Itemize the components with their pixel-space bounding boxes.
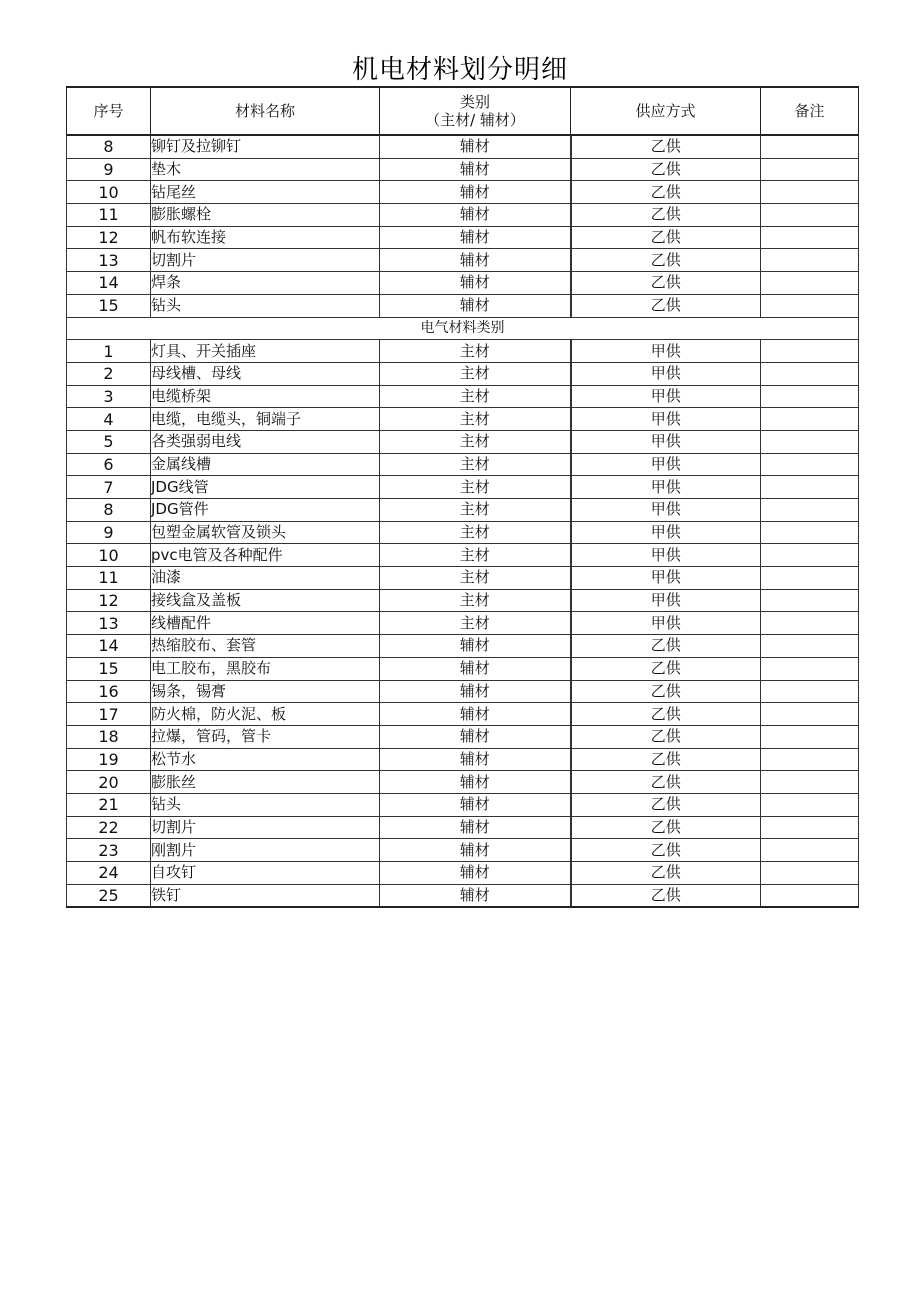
material-name: JDG管件 [151, 499, 380, 522]
material-name: 电缆，电缆头，铜端子 [151, 408, 380, 431]
material-name: 切割片 [151, 816, 380, 839]
header-type-line1: 类别 [459, 93, 490, 111]
supply-method: 乙供 [571, 294, 761, 317]
table-row [67, 884, 859, 907]
table-row [67, 680, 859, 703]
row-number: 13 [67, 612, 151, 635]
table-row [67, 272, 859, 295]
material-name: 线槽配件 [151, 612, 380, 635]
material-type: 辅材 [380, 725, 571, 748]
table-row [67, 816, 859, 839]
material-type: 主材 [380, 567, 571, 590]
supply-method: 甲供 [571, 521, 761, 544]
table-row [67, 408, 859, 431]
material-type: 辅材 [380, 703, 571, 726]
remark [761, 430, 859, 453]
row-number: 9 [67, 521, 151, 544]
row-number: 14 [67, 635, 151, 658]
remark [761, 226, 859, 249]
material-type: 主材 [380, 408, 571, 431]
remark [761, 272, 859, 295]
section-row [67, 317, 859, 340]
material-type: 主材 [380, 340, 571, 363]
table-row [67, 362, 859, 385]
header-supply: 供应方式 [571, 87, 761, 135]
row-number: 10 [67, 181, 151, 204]
material-name: 膨胀螺栓 [151, 204, 380, 227]
material-type: 辅材 [380, 771, 571, 794]
row-number: 3 [67, 385, 151, 408]
table-row [67, 862, 859, 885]
remark [761, 385, 859, 408]
material-name: 垫木 [151, 158, 380, 181]
supply-method: 甲供 [571, 612, 761, 635]
table-row [67, 204, 859, 227]
table-row [67, 181, 859, 204]
row-number: 5 [67, 430, 151, 453]
remark [761, 204, 859, 227]
supply-method: 乙供 [571, 703, 761, 726]
remark [761, 135, 859, 158]
material-type: 主材 [380, 612, 571, 635]
supply-method: 乙供 [571, 204, 761, 227]
table-row [67, 453, 859, 476]
supply-method: 甲供 [571, 385, 761, 408]
material-name: 母线槽、母线 [151, 362, 380, 385]
supply-method: 甲供 [571, 589, 761, 612]
material-type: 主材 [380, 499, 571, 522]
table-row [67, 521, 859, 544]
supply-method: 甲供 [571, 362, 761, 385]
remark [761, 748, 859, 771]
material-type: 主材 [380, 453, 571, 476]
remark [761, 680, 859, 703]
material-type: 辅材 [380, 793, 571, 816]
material-name: 电工胶布，黑胶布 [151, 657, 380, 680]
remark [761, 521, 859, 544]
remark [761, 362, 859, 385]
row-number: 21 [67, 793, 151, 816]
material-type: 辅材 [380, 272, 571, 295]
row-number: 10 [67, 544, 151, 567]
material-type: 辅材 [380, 657, 571, 680]
supply-method: 甲供 [571, 544, 761, 567]
material-type: 主材 [380, 362, 571, 385]
material-type: 辅材 [380, 135, 571, 158]
row-number: 19 [67, 748, 151, 771]
remark [761, 725, 859, 748]
row-number: 8 [67, 135, 151, 158]
row-number: 25 [67, 884, 151, 907]
material-name: 膨胀丝 [151, 771, 380, 794]
supply-method: 甲供 [571, 340, 761, 363]
material-name: 包塑金属软管及锁头 [151, 521, 380, 544]
remark [761, 862, 859, 885]
supply-method: 乙供 [571, 884, 761, 907]
row-number: 15 [67, 657, 151, 680]
table-row [67, 771, 859, 794]
row-number: 12 [67, 226, 151, 249]
supply-method: 乙供 [571, 839, 761, 862]
remark [761, 158, 859, 181]
table-row [67, 430, 859, 453]
remark [761, 612, 859, 635]
material-type: 辅材 [380, 181, 571, 204]
material-name: 钻头 [151, 294, 380, 317]
table-row [67, 135, 859, 158]
header-note: 备注 [761, 87, 859, 135]
material-type: 辅材 [380, 204, 571, 227]
material-type: 主材 [380, 476, 571, 499]
row-number: 11 [67, 567, 151, 590]
remark [761, 544, 859, 567]
material-name: 防火棉，防火泥、板 [151, 703, 380, 726]
remark [761, 181, 859, 204]
material-name: JDG线管 [151, 476, 380, 499]
supply-method: 乙供 [571, 657, 761, 680]
table-row [67, 158, 859, 181]
material-name: 拉爆，管码，管卡 [151, 725, 380, 748]
supply-method: 乙供 [571, 816, 761, 839]
supply-method: 乙供 [571, 181, 761, 204]
material-name: 接线盒及盖板 [151, 589, 380, 612]
supply-method: 乙供 [571, 725, 761, 748]
remark [761, 340, 859, 363]
row-number: 7 [67, 476, 151, 499]
remark [761, 589, 859, 612]
row-number: 6 [67, 453, 151, 476]
material-type: 主材 [380, 430, 571, 453]
row-number: 11 [67, 204, 151, 227]
remark [761, 793, 859, 816]
material-name: 电缆桥架 [151, 385, 380, 408]
table-row [67, 226, 859, 249]
row-number: 20 [67, 771, 151, 794]
material-name: 油漆 [151, 567, 380, 590]
header-type [380, 87, 571, 135]
remark [761, 476, 859, 499]
remark [761, 884, 859, 907]
material-type: 辅材 [380, 748, 571, 771]
material-type: 辅材 [380, 862, 571, 885]
remark [761, 249, 859, 272]
row-number: 14 [67, 272, 151, 295]
remark [761, 294, 859, 317]
supply-method: 乙供 [571, 862, 761, 885]
table-row [67, 294, 859, 317]
row-number: 15 [67, 294, 151, 317]
material-name: 切割片 [151, 249, 380, 272]
remark [761, 771, 859, 794]
row-number: 9 [67, 158, 151, 181]
remark [761, 839, 859, 862]
material-name: pvc电管及各种配件 [151, 544, 380, 567]
table-row [67, 839, 859, 862]
material-name: 金属线槽 [151, 453, 380, 476]
supply-method: 甲供 [571, 499, 761, 522]
table-row [67, 612, 859, 635]
remark [761, 408, 859, 431]
table-body [67, 135, 859, 907]
material-name: 刚割片 [151, 839, 380, 862]
header-no: 序号 [67, 87, 151, 135]
remark [761, 816, 859, 839]
row-number: 16 [67, 680, 151, 703]
material-type: 辅材 [380, 249, 571, 272]
row-number: 4 [67, 408, 151, 431]
table-row [67, 635, 859, 658]
table-row [67, 476, 859, 499]
material-name: 自攻钉 [151, 862, 380, 885]
table-row [67, 793, 859, 816]
material-name: 钻尾丝 [151, 181, 380, 204]
supply-method: 乙供 [571, 635, 761, 658]
supply-method: 乙供 [571, 680, 761, 703]
material-name: 各类强弱电线 [151, 430, 380, 453]
row-number: 8 [67, 499, 151, 522]
table-row [67, 249, 859, 272]
row-number: 23 [67, 839, 151, 862]
supply-method: 乙供 [571, 771, 761, 794]
material-type: 辅材 [380, 226, 571, 249]
table-row [67, 748, 859, 771]
supply-method: 乙供 [571, 272, 761, 295]
table-row [67, 544, 859, 567]
supply-method: 乙供 [571, 158, 761, 181]
supply-method: 乙供 [571, 793, 761, 816]
remark [761, 703, 859, 726]
table-row [67, 567, 859, 590]
supply-method: 甲供 [571, 567, 761, 590]
table-row [67, 589, 859, 612]
table-row [67, 657, 859, 680]
material-name: 灯具、开关插座 [151, 340, 380, 363]
supply-method: 甲供 [571, 408, 761, 431]
row-number: 18 [67, 725, 151, 748]
material-type: 主材 [380, 521, 571, 544]
row-number: 1 [67, 340, 151, 363]
supply-method: 乙供 [571, 748, 761, 771]
row-number: 13 [67, 249, 151, 272]
material-name: 松节水 [151, 748, 380, 771]
header-type-line2: （主材/ 辅材） [425, 111, 525, 129]
table-row [67, 340, 859, 363]
remark [761, 657, 859, 680]
material-type: 辅材 [380, 839, 571, 862]
material-type: 辅材 [380, 294, 571, 317]
table-row [67, 385, 859, 408]
supply-method: 乙供 [571, 226, 761, 249]
material-type: 主材 [380, 589, 571, 612]
supply-method: 甲供 [571, 476, 761, 499]
material-name: 热缩胶布、套管 [151, 635, 380, 658]
supply-method: 甲供 [571, 453, 761, 476]
page-title: 机电材料划分明细 [351, 55, 568, 85]
remark [761, 453, 859, 476]
row-number: 17 [67, 703, 151, 726]
material-type: 主材 [380, 544, 571, 567]
material-type: 辅材 [380, 635, 571, 658]
supply-method: 乙供 [571, 135, 761, 158]
row-number: 12 [67, 589, 151, 612]
material-type: 辅材 [380, 816, 571, 839]
table-row [67, 703, 859, 726]
remark [761, 499, 859, 522]
supply-method: 乙供 [571, 249, 761, 272]
remark [761, 567, 859, 590]
header-name: 材料名称 [151, 87, 380, 135]
material-name: 锡条，锡膏 [151, 680, 380, 703]
materials-table [66, 86, 859, 908]
material-type: 辅材 [380, 884, 571, 907]
table-row [67, 499, 859, 522]
material-name: 焊条 [151, 272, 380, 295]
material-type: 辅材 [380, 680, 571, 703]
material-type: 主材 [380, 385, 571, 408]
material-name: 铁钉 [151, 884, 380, 907]
section-title: 电气材料类别 [67, 317, 859, 340]
remark [761, 635, 859, 658]
material-type: 辅材 [380, 158, 571, 181]
table-row [67, 725, 859, 748]
row-number: 24 [67, 862, 151, 885]
material-name: 钻头 [151, 793, 380, 816]
row-number: 22 [67, 816, 151, 839]
supply-method: 甲供 [571, 430, 761, 453]
row-number: 2 [67, 362, 151, 385]
header-row [67, 87, 859, 135]
material-name: 帆布软连接 [151, 226, 380, 249]
material-name: 铆钉及拉铆钉 [151, 135, 380, 158]
